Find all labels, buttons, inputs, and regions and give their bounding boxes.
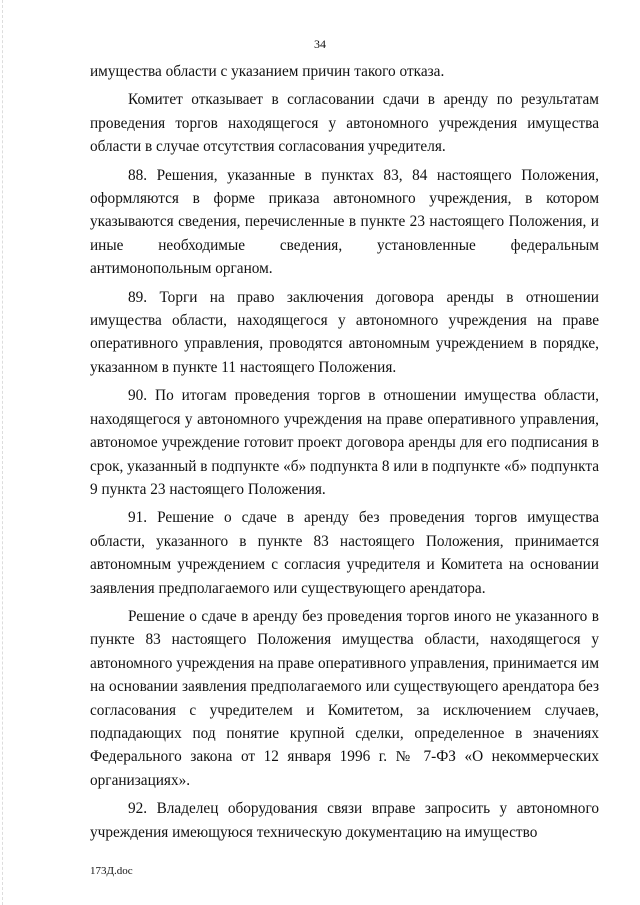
paragraph: 91. Решение о сдаче в аренду без проведения торгов имущества области, указанного в пункте 83 настоящего Положения, принимается автономным учреждением с согласия учредителя и Комитета на основании заявления предполагаемого или существующего арендатора. xyxy=(90,509,599,597)
page-number: 34 xyxy=(314,37,326,51)
paragraph: 88. Решения, указанные в пунктах 83, 84 настоящего Положения, оформляются в форме приказа автономного учреждения, в котором указываются сведения, перечисленные в пункте 23 настоящего Положения, и иные необходимые сведения, установленные федеральным антимонопольным органом. xyxy=(90,166,599,278)
scan-edge xyxy=(2,0,5,905)
paragraph: 90. По итогам проведения торгов в отношении имущества области, находящегося у автономного учреждения на праве оперативного управления, автономое учреждение готовит проект договора аренды для его подписания в срок, указанный в подпункте «б» подпункта 8 или в подпункте «б» подпункта 9 пункта 23 настоящего Положения. xyxy=(90,387,599,498)
paragraph: Решение о сдаче в аренду без проведения торгов иного не указанного в пункте 83 настоящего Положения имущества области, находящегося у автономного учреждения на праве оперативного управления, принимается им на основании заявления предполагаемого или существующего арендатора без согласования с учредителем и Комитетом, за исключением случаев, подпадающих под понятие крупной сделки, определенное в значениях Федерального закона от 12 января 1996 г. № 7-ФЗ «О некоммерческих организациях». xyxy=(90,607,599,789)
footer-filename: 173Д.doc xyxy=(90,865,133,877)
paragraph: имущества области с указанием причин такого отказа. xyxy=(90,63,445,80)
paragraph: Комитет отказывает в согласовании сдачи в аренду по результатам проведения торгов находящегося у автономного учреждения имущества области в случае отсутствия согласования учредителя. xyxy=(90,91,599,156)
document-body xyxy=(90,60,599,849)
paragraph: 92. Владелец оборудования связи вправе запросить у автономного учреждения имеющуюся техническую документацию на имущество xyxy=(90,800,599,841)
paragraph: 89. Торги на право заключения договора аренды в отношении имущества области, находящегося у автономного учреждения на праве оперативного управления, проводятся автономным учреждением в порядке, указанном в пункте 11 настоящего Положения. xyxy=(90,288,599,376)
